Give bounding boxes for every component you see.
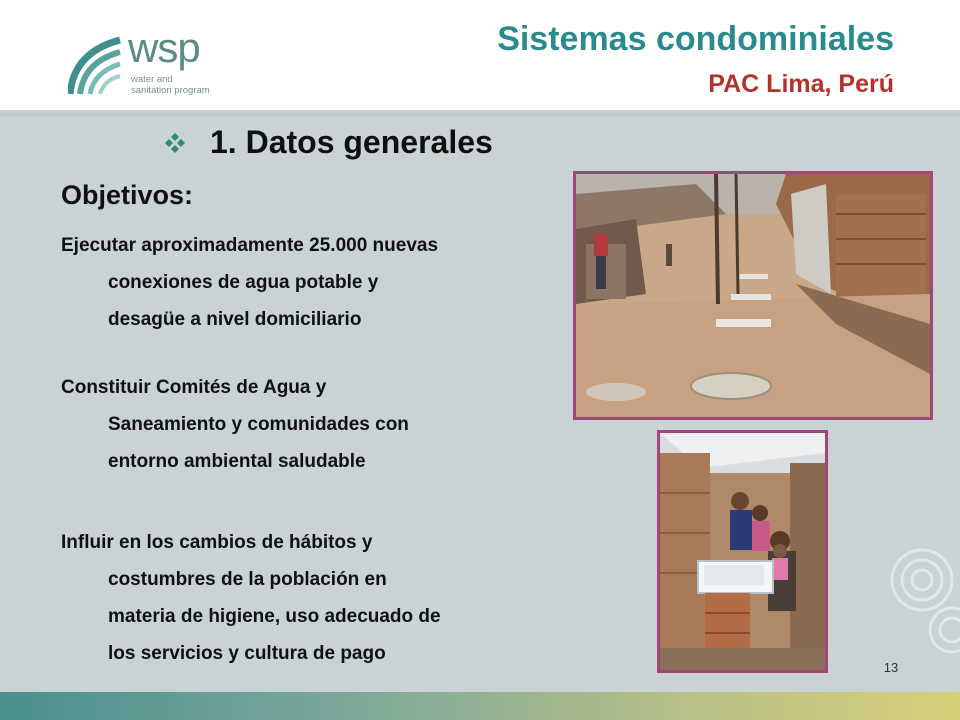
header-divider	[0, 110, 960, 116]
street-photo-image	[576, 174, 930, 417]
family-photo-image	[660, 433, 825, 670]
objective-line: Saneamiento y comunidades con	[108, 414, 409, 435]
logo-subtitle	[131, 74, 210, 96]
family-photo	[657, 430, 828, 673]
slide-subtitle: PAC Lima, Perú	[708, 70, 894, 98]
street-photo	[573, 171, 933, 420]
objective-line: conexiones de agua potable y	[108, 272, 379, 293]
section-heading-text: 1. Datos generales	[210, 124, 493, 160]
logo-subtitle-line1: water and	[131, 74, 173, 85]
section-heading	[164, 124, 493, 161]
objective-item-2	[61, 369, 561, 480]
objectives-label: Objetivos:	[61, 180, 194, 210]
objective-line: desagüe a nivel domiciliario	[108, 309, 362, 330]
logo-wordmark: wsp	[128, 24, 200, 71]
objective-item-1	[61, 227, 561, 338]
objective-line: entorno ambiental saludable	[108, 451, 366, 472]
objective-line: materia de higiene, uso adecuado de	[108, 606, 441, 627]
page-number: 13	[883, 660, 899, 675]
diamond-bullet-icon	[164, 132, 186, 154]
objective-item-3	[61, 524, 561, 672]
objective-line: Ejecutar aproximadamente 25.000 nuevas	[61, 235, 439, 256]
objective-line: costumbres de la población en	[108, 569, 387, 590]
objective-line: Constituir Comités de Agua y	[61, 377, 327, 398]
footer-bar	[0, 692, 960, 720]
objective-line: Influir en los cambios de hábitos y	[61, 532, 373, 553]
objective-line: los servicios y cultura de pago	[108, 643, 386, 664]
slide-title: Sistemas condominiales	[497, 20, 894, 58]
logo-subtitle-line2: sanitation program	[131, 85, 210, 96]
